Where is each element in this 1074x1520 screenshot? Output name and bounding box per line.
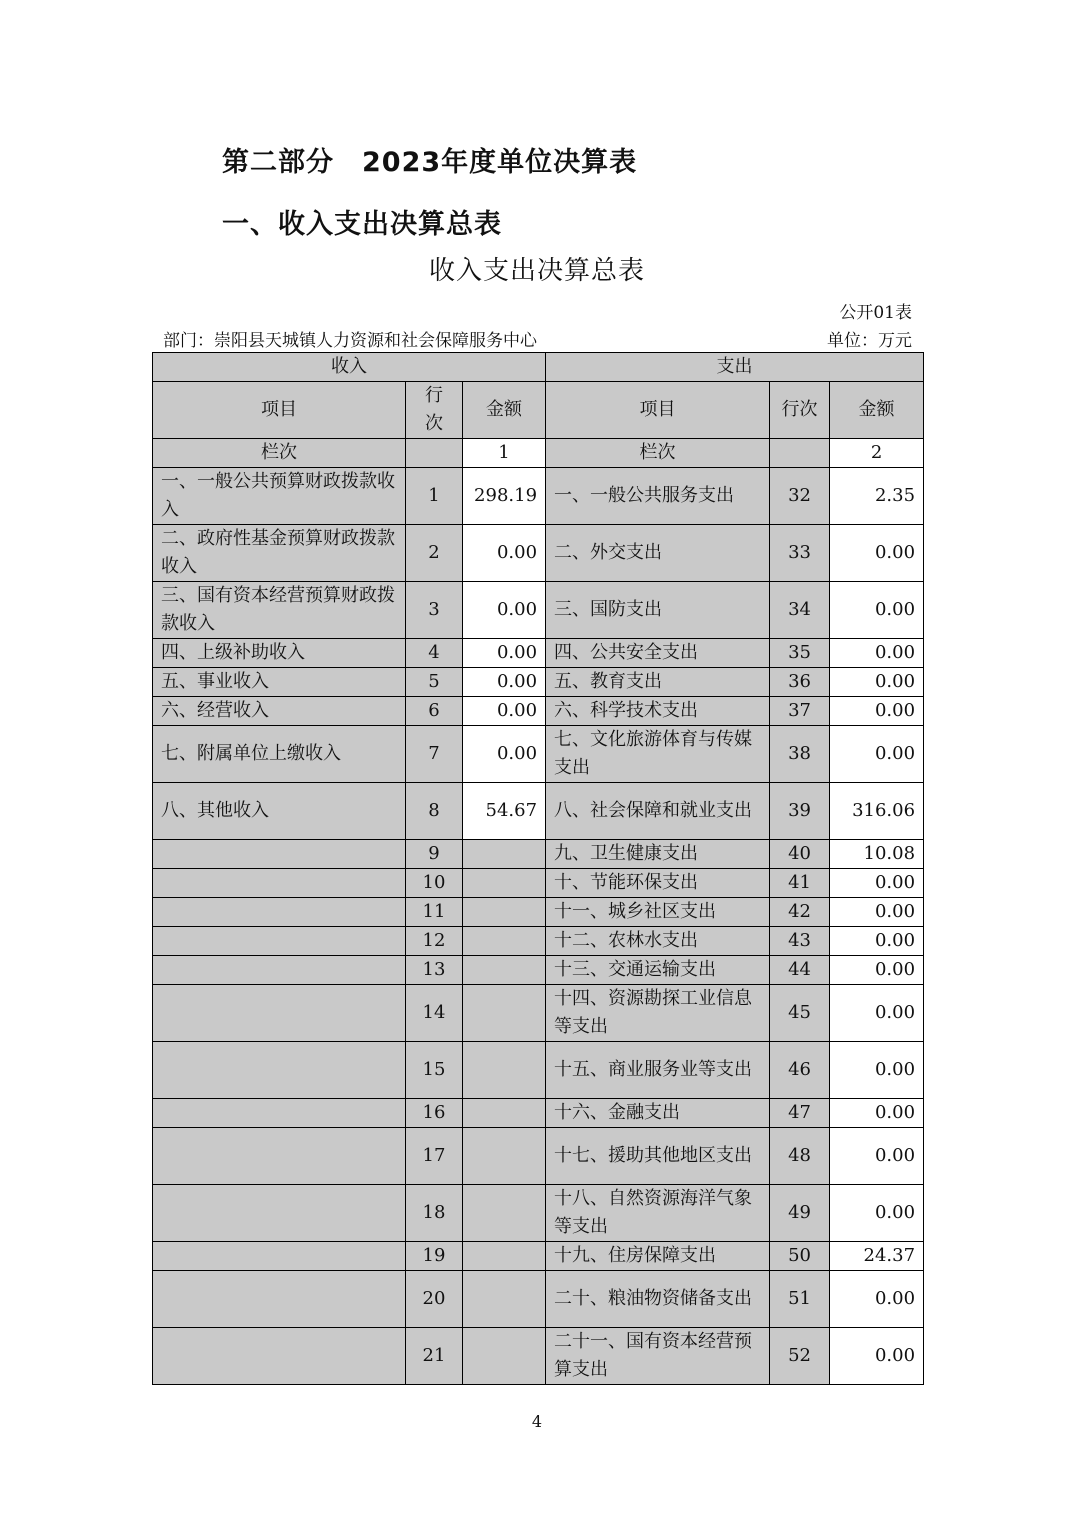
income-item-header: 项目 [153,382,406,439]
income-amount-cell [463,1099,546,1128]
table-row [153,840,924,869]
expense-item-cell: 六、科学技术支出 [546,697,770,726]
income-item-cell [153,1328,406,1385]
expense-item-cell: 九、卫生健康支出 [546,840,770,869]
form-number: 公开01表 [839,303,912,323]
expense-amount-cell: 0.00 [830,1128,924,1185]
expense-row-cell: 46 [770,1042,830,1099]
table-row [153,1042,924,1099]
income-item-cell [153,956,406,985]
expense-item-cell: 五、教育支出 [546,668,770,697]
income-amount-cell: 298.19 [463,468,546,525]
expense-row-cell: 37 [770,697,830,726]
expense-row-cell: 33 [770,525,830,582]
income-amount-cell: 54.67 [463,783,546,840]
income-row-cell: 10 [406,869,463,898]
income-row-cell: 6 [406,697,463,726]
table-row [153,668,924,697]
table-row [153,525,924,582]
table-row [153,1185,924,1242]
table-row [153,582,924,639]
income-row-cell: 16 [406,1099,463,1128]
expense-item-cell: 八、社会保障和就业支出 [546,783,770,840]
income-row-cell: 21 [406,1328,463,1385]
expense-row-cell: 41 [770,869,830,898]
section-title: 一、收入支出决算总表 [222,209,502,240]
income-item-cell [153,1242,406,1271]
table-row [153,1099,924,1128]
department-label: 部门：崇阳县天城镇人力资源和社会保障服务中心 [163,331,537,351]
income-header: 收入 [153,353,546,382]
income-amount-header: 金额 [463,382,546,439]
income-item-cell: 二、政府性基金预算财政拨款收入 [153,525,406,582]
income-row-cell: 19 [406,1242,463,1271]
income-row-cell: 20 [406,1271,463,1328]
expense-item-cell: 二、外交支出 [546,525,770,582]
income-item-cell: 四、上级补助收入 [153,639,406,668]
expense-item-cell: 十九、住房保障支出 [546,1242,770,1271]
expense-amount-cell: 0.00 [830,1042,924,1099]
income-row-cell: 2 [406,525,463,582]
income-item-cell: 五、事业收入 [153,668,406,697]
expense-row-cell: 34 [770,582,830,639]
expense-amount-header: 金额 [830,382,924,439]
income-amount-cell: 0.00 [463,697,546,726]
expense-header: 支出 [546,353,924,382]
expense-amount-cell: 2.35 [830,468,924,525]
expense-item-cell: 十二、农林水支出 [546,927,770,956]
income-amount-cell [463,1271,546,1328]
income-item-cell: 一、一般公共预算财政拨款收入 [153,468,406,525]
income-amount-cell [463,1328,546,1385]
unit-label: 单位：万元 [827,331,912,351]
part-title: 第二部分 2023年度单位决算表 [222,147,638,178]
expense-item-cell: 十六、金融支出 [546,1099,770,1128]
income-order-label: 栏次 [153,439,406,468]
income-amount-cell [463,1128,546,1185]
income-amount-cell: 0.00 [463,525,546,582]
income-item-cell [153,1099,406,1128]
expense-amount-cell: 0.00 [830,1099,924,1128]
table-row [153,869,924,898]
income-row-cell: 3 [406,582,463,639]
income-item-cell: 六、经营收入 [153,697,406,726]
expense-amount-cell: 0.00 [830,697,924,726]
expense-item-cell: 十三、交通运输支出 [546,956,770,985]
expense-row-cell: 52 [770,1328,830,1385]
income-amount-cell [463,898,546,927]
expense-amount-cell: 0.00 [830,726,924,783]
table-row [153,1128,924,1185]
income-row-cell: 5 [406,668,463,697]
expense-item-cell: 十七、援助其他地区支出 [546,1128,770,1185]
income-row-cell: 1 [406,468,463,525]
expense-amount-cell: 0.00 [830,582,924,639]
income-item-cell: 七、附属单位上缴收入 [153,726,406,783]
expense-amount-cell: 0.00 [830,1271,924,1328]
income-amount-cell: 0.00 [463,582,546,639]
expense-item-cell: 十五、商业服务业等支出 [546,1042,770,1099]
table-title: 收入支出决算总表 [428,256,645,286]
income-amount-cell [463,956,546,985]
expense-item-cell: 十、节能环保支出 [546,869,770,898]
income-item-cell [153,840,406,869]
expense-item-cell: 七、文化旅游体育与传媒支出 [546,726,770,783]
expense-row-cell: 48 [770,1128,830,1185]
expense-row-cell: 32 [770,468,830,525]
income-item-cell [153,1185,406,1242]
expense-item-header: 项目 [546,382,770,439]
income-expense-table [152,352,924,1385]
income-amount-cell: 0.00 [463,726,546,783]
income-row-cell: 14 [406,985,463,1042]
table-row [153,697,924,726]
income-amount-cell [463,840,546,869]
income-row-cell: 12 [406,927,463,956]
income-row-cell: 18 [406,1185,463,1242]
income-row-cell: 17 [406,1128,463,1185]
expense-row-cell: 40 [770,840,830,869]
expense-amount-cell: 0.00 [830,927,924,956]
income-item-cell [153,927,406,956]
expense-order-blank [770,439,830,468]
expense-row-cell: 44 [770,956,830,985]
expense-row-cell: 49 [770,1185,830,1242]
expense-item-cell: 四、公共安全支出 [546,639,770,668]
table-row [153,1328,924,1385]
expense-row-cell: 51 [770,1271,830,1328]
income-amount-cell [463,1185,546,1242]
expense-amount-cell: 0.00 [830,1328,924,1385]
expense-amount-cell: 0.00 [830,668,924,697]
income-amount-cell [463,927,546,956]
table-row [153,898,924,927]
income-item-cell [153,1042,406,1099]
expense-amount-cell: 316.06 [830,783,924,840]
expense-amount-cell: 24.37 [830,1242,924,1271]
income-amount-cell [463,1042,546,1099]
expense-amount-cell: 10.08 [830,840,924,869]
income-row-cell: 9 [406,840,463,869]
income-row-cell: 13 [406,956,463,985]
income-amount-cell: 0.00 [463,668,546,697]
expense-amount-cell: 0.00 [830,956,924,985]
table-row [153,639,924,668]
expense-row-header: 行次 [770,382,830,439]
table-body [153,468,924,1385]
income-item-cell: 八、其他收入 [153,783,406,840]
income-item-cell [153,869,406,898]
income-row-cell: 11 [406,898,463,927]
expense-row-cell: 50 [770,1242,830,1271]
expense-item-cell: 十一、城乡社区支出 [546,898,770,927]
expense-row-cell: 39 [770,783,830,840]
income-row-cell: 15 [406,1042,463,1099]
income-item-cell: 三、国有资本经营预算财政拨款收入 [153,582,406,639]
income-item-cell [153,898,406,927]
income-item-cell [153,1271,406,1328]
expense-amount-cell: 0.00 [830,985,924,1042]
table-row [153,927,924,956]
table-row [153,726,924,783]
expense-item-cell: 三、国防支出 [546,582,770,639]
expense-item-cell: 二十一、国有资本经营预算支出 [546,1328,770,1385]
expense-row-cell: 42 [770,898,830,927]
income-row-header: 行 次 [406,382,463,439]
table-row [153,1271,924,1328]
income-item-cell [153,985,406,1042]
income-row-cell: 8 [406,783,463,840]
income-row-cell: 4 [406,639,463,668]
expense-amount-cell: 0.00 [830,869,924,898]
page-number: 4 [531,1412,543,1431]
income-item-cell [153,1128,406,1185]
expense-row-cell: 35 [770,639,830,668]
expense-amount-cell: 0.00 [830,898,924,927]
expense-item-cell: 一、一般公共服务支出 [546,468,770,525]
income-amount-cell [463,985,546,1042]
income-row-cell: 7 [406,726,463,783]
table-row [153,956,924,985]
expense-amount-cell: 0.00 [830,525,924,582]
expense-amount-cell: 0.00 [830,1185,924,1242]
expense-order-number: 2 [830,439,924,468]
table-row [153,985,924,1042]
expense-row-cell: 36 [770,668,830,697]
expense-item-cell: 十八、自然资源海洋气象等支出 [546,1185,770,1242]
income-amount-cell [463,1242,546,1271]
income-order-number: 1 [463,439,546,468]
income-amount-cell: 0.00 [463,639,546,668]
expense-item-cell: 二十、粮油物资储备支出 [546,1271,770,1328]
income-amount-cell [463,869,546,898]
expense-order-label: 栏次 [546,439,770,468]
expense-row-cell: 47 [770,1099,830,1128]
expense-row-cell: 43 [770,927,830,956]
table-row [153,1242,924,1271]
expense-row-cell: 45 [770,985,830,1042]
table-row [153,468,924,525]
expense-item-cell: 十四、资源勘探工业信息等支出 [546,985,770,1042]
expense-row-cell: 38 [770,726,830,783]
income-order-blank [406,439,463,468]
table-row [153,783,924,840]
expense-amount-cell: 0.00 [830,639,924,668]
